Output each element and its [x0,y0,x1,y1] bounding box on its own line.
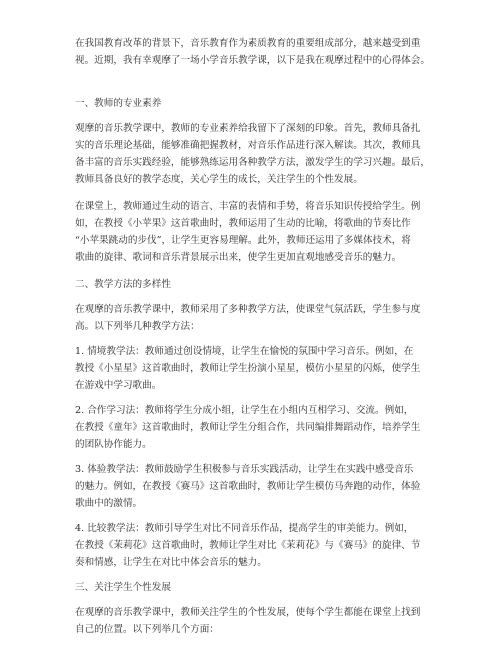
text-line: 奏和情感，让学生在对比中体会音乐的魅力。 [75,557,267,568]
text-line: 视。近期，我有幸观摩了一场小学音乐教学课，以下是我在观摩过程中的心得体会。 [75,55,430,66]
text-line: 在游戏中学习歌曲。 [75,380,162,391]
text-line: 在观摩的音乐教学课中，教师关注学生的个性发展，使每个学生都能在课堂上找到 [75,607,421,618]
text-line: 在教授《童年》这首歌曲时，教师让学生分组合作，共同编排舞蹈动作，培养学生 [75,422,421,433]
heading-text: 二、教学方法的多样性 [75,279,171,290]
text-line: 备丰富的音乐实践经验，能够熟练运用各种教学方法，激发学生的学习兴趣。最后， [75,157,430,168]
text-line: 在观摩的音乐教学课中，教师采用了多种教学方法，使课堂气氛活跃，学生参与度 [75,304,421,315]
text-line: 2. 合作学习法：教师将学生分成小组，让学生在小组内互相学习、交流。例如， [75,405,414,416]
section-heading-3 [75,579,430,596]
section-heading-1 [75,95,430,112]
text-line: 3. 体验教学法：教师鼓励学生积极参与音乐实践活动，让学生在实践中感受音乐 [75,464,414,475]
text-line: 教授《小星星》这首歌曲时，教师让学生扮演小星星，模仿小星星的闪烁，使学生 [75,363,421,374]
text-line: 高。以下列举几种教学方法： [75,321,200,332]
text-line: 的魅力。例如，在教授《赛马》这首歌曲时，教师让学生模仿马奔跑的动作，体验 [75,481,421,492]
text-line: 1. 情境教学法：教师通过创设情境，让学生在愉悦的氛围中学习音乐。例如，在 [75,346,414,357]
paragraph-teacher-quality [75,120,430,188]
heading-text: 三、关注学生个性发展 [75,582,171,593]
intro-paragraph [75,35,430,69]
text-line: 观摩的音乐教学课中，教师的专业素养给我留下了深刻的印象。首先，教师具备扎 [75,123,421,134]
text-line: 教师具备良好的教学态度，关心学生的成长，关注学生的个性发展。 [75,174,363,185]
text-line: 歌曲的旋律、歌词和音乐背景展示出来，使学生更加直观地感受音乐的魅力。 [75,252,402,263]
text-line: 4. 比较教学法：教师引导学生对比不同音乐作品，提高学生的审美能力。例如， [75,523,414,534]
paragraph-individuality [75,604,430,638]
text-line: 在教授《茉莉花》这首歌曲时，教师让学生对比《茉莉花》与《赛马》的旋律、节 [75,540,421,551]
list-item-method-2 [75,402,430,453]
text-line: 的团队协作能力。 [75,439,152,450]
list-item-method-1 [75,343,430,394]
text-line: 在课堂上，教师通过生动的语言、丰富的表情和手势，将音乐知识传授给学生。例 [75,201,421,212]
list-item-method-4 [75,520,430,571]
paragraph-classroom [75,198,430,266]
text-line: 如，在教授《小苹果》这首歌曲时，教师运用了生动的比喻，将歌曲的节奏比作 [75,218,411,229]
section-heading-2 [75,276,430,293]
text-line: “小苹果跳动的步伐”，让学生更容易理解。此外，教师还运用了多媒体技术，将 [75,235,411,246]
text-line: 在我国教育改革的背景下，音乐教育作为素质教育的重要组成部分，越来越受到重 [75,38,421,49]
text-line: 实的音乐理论基础，能够准确把握教材，对音乐作品进行深入解读。其次，教师具 [75,140,421,151]
text-line: 歌曲中的激情。 [75,498,143,509]
text-line: 自己的位置。以下列举几个方面： [75,624,219,635]
list-item-method-3 [75,461,430,512]
heading-text: 一、教师的专业素养 [75,98,162,109]
paragraph-methods-intro [75,301,430,335]
